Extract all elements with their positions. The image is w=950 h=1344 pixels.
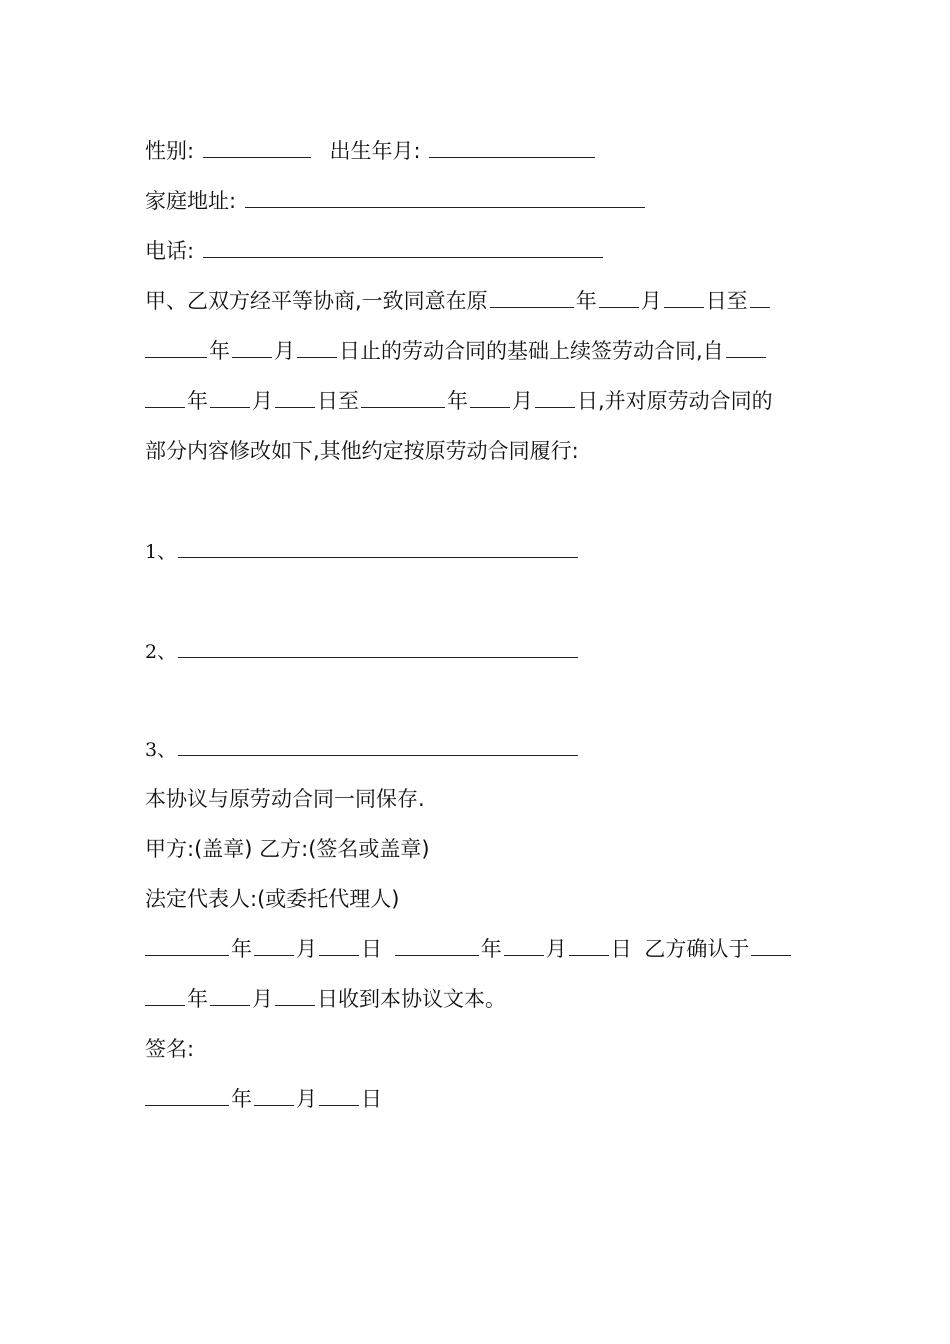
- body-line-4: [145, 437, 579, 465]
- orig-start-day-blank[interactable]: [664, 287, 704, 308]
- address-blank[interactable]: [245, 187, 645, 208]
- item-number: 3、: [145, 739, 177, 761]
- signing-dates-row: [145, 935, 793, 963]
- orig-start-year-blank[interactable]: [490, 287, 574, 308]
- party-line: 甲方:(盖章) 乙方:(签名或盖章): [145, 837, 430, 861]
- month-text: 月: [640, 289, 662, 313]
- day-text: 日: [610, 937, 632, 961]
- sign-year-blank[interactable]: [145, 1085, 229, 1106]
- sign-day-blank[interactable]: [319, 1085, 359, 1106]
- new-start-day-blank[interactable]: [275, 387, 315, 408]
- new-start-year-blank-b[interactable]: [145, 387, 185, 408]
- sign-label: 签名:: [145, 1037, 195, 1061]
- year-text: 年: [575, 289, 597, 313]
- party-b-month-blank[interactable]: [504, 935, 544, 956]
- orig-start-month-blank[interactable]: [599, 287, 639, 308]
- month-text: 月: [296, 1087, 317, 1111]
- year-text: 年: [231, 1087, 252, 1111]
- list-item: [145, 537, 580, 566]
- representative-line: 法定代表人:(或委托代理人): [145, 887, 400, 911]
- party-a-month-blank[interactable]: [254, 935, 294, 956]
- month-text: 月: [512, 389, 533, 413]
- body-text: 部分内容修改如下,其他约定按原劳动合同履行:: [145, 439, 579, 463]
- phone-blank[interactable]: [203, 237, 603, 258]
- confirm-text: 乙方确认于: [644, 937, 750, 961]
- party-b-day-blank[interactable]: [569, 935, 609, 956]
- party-a-day-blank[interactable]: [319, 935, 359, 956]
- year-text: 年: [480, 937, 502, 961]
- received-row: [145, 985, 506, 1013]
- gender-label: 性别:: [145, 139, 195, 163]
- new-end-day-blank[interactable]: [535, 387, 575, 408]
- orig-end-day-blank[interactable]: [297, 337, 337, 358]
- month-text: 月: [252, 987, 273, 1011]
- item-1-blank[interactable]: [178, 537, 578, 558]
- sign-date-row: [145, 1085, 382, 1113]
- item-3-blank[interactable]: [178, 735, 578, 756]
- birth-label: 出生年月:: [329, 139, 421, 163]
- month-text: 月: [252, 389, 273, 413]
- item-2-blank[interactable]: [178, 637, 578, 658]
- day-to-text: 日至: [317, 389, 359, 413]
- item-number: 2、: [145, 641, 177, 663]
- new-start-year-blank-a[interactable]: [726, 337, 766, 358]
- birth-blank[interactable]: [429, 137, 595, 158]
- body-text: 甲、乙双方经平等协商,一致同意在原: [145, 289, 488, 313]
- party-a-year-blank[interactable]: [145, 935, 229, 956]
- received-text: 日收到本协议文本。: [317, 987, 506, 1011]
- address-label: 家庭地址:: [145, 189, 237, 213]
- confirm-month-blank[interactable]: [210, 985, 250, 1006]
- new-end-month-blank[interactable]: [470, 387, 510, 408]
- body-line-2: [145, 337, 768, 365]
- confirm-day-blank[interactable]: [275, 985, 315, 1006]
- save-note: 本协议与原劳动合同一同保存.: [145, 787, 425, 811]
- year-text: 年: [209, 339, 230, 363]
- body-text: 日,并对原劳动合同的: [577, 389, 773, 413]
- list-item: [145, 637, 580, 666]
- list-item: [145, 735, 580, 764]
- day-text: 日: [361, 937, 382, 961]
- sign-month-blank[interactable]: [254, 1085, 294, 1106]
- phone-label: 电话:: [145, 239, 195, 263]
- body-text: 日止的劳动合同的基础上续签劳动合同,自: [339, 339, 724, 363]
- new-end-year-blank[interactable]: [361, 387, 445, 408]
- year-text: 年: [187, 987, 208, 1011]
- year-text: 年: [447, 389, 468, 413]
- phone-row: [145, 237, 605, 265]
- month-text: 月: [296, 937, 317, 961]
- body-line-1: [145, 287, 772, 315]
- confirm-year-blank-a[interactable]: [751, 935, 791, 956]
- confirm-year-blank-b[interactable]: [145, 985, 185, 1006]
- item-number: 1、: [145, 541, 177, 563]
- day-to-text: 日至: [705, 289, 748, 313]
- orig-end-year-blank-a[interactable]: [750, 287, 770, 308]
- gender-blank[interactable]: [203, 137, 311, 158]
- month-text: 月: [274, 339, 295, 363]
- gender-birth-row: [145, 137, 597, 165]
- new-start-month-blank[interactable]: [210, 387, 250, 408]
- day-text: 日: [361, 1087, 382, 1111]
- month-text: 月: [545, 937, 567, 961]
- year-text: 年: [187, 389, 208, 413]
- orig-end-month-blank[interactable]: [232, 337, 272, 358]
- orig-end-year-blank-b[interactable]: [145, 337, 207, 358]
- body-line-3: [145, 387, 773, 415]
- year-text: 年: [231, 937, 252, 961]
- party-b-year-blank[interactable]: [395, 935, 479, 956]
- address-row: [145, 187, 647, 215]
